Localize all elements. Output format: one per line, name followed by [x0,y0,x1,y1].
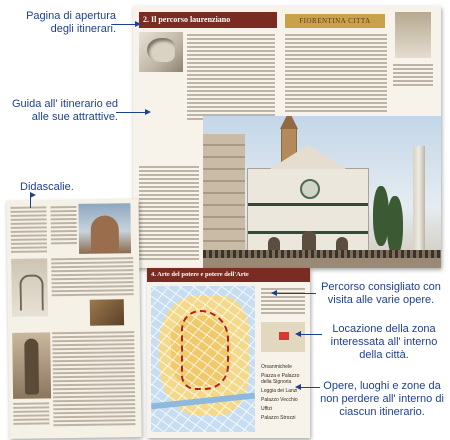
caption-text-block [13,402,49,427]
statue-photo [12,332,51,399]
leader-line [300,387,320,388]
callout-route: Percorso consigliato con visita alle varie opere. [321,281,441,306]
map-chapter-title: 4. Arte del potere e potere dell'Arte [147,268,310,282]
leader-line [116,112,146,113]
rotunda-photo [78,203,131,254]
leader-line [276,293,316,294]
sight-item: Orsanmichele [261,364,292,370]
map-legend [261,286,305,432]
building-facade [203,134,245,268]
church-facade [247,168,369,262]
body-text-block [139,166,199,262]
sight-item: Palazzo Strozzi [261,415,296,421]
leader-line [300,334,322,335]
callout-opening-page: Pagina di apertura degli itinerari. [26,10,116,35]
sight-item: Uffizi [261,406,273,412]
leader-line [30,196,31,208]
body-text-block [51,257,134,298]
opening-spread [133,6,441,268]
title-banner: FIORENTINA CITTA [285,14,385,28]
body-text-block [285,34,387,114]
location-mini-map [261,322,305,352]
sight-item: Loggia dei Lanzi [261,388,298,394]
suggested-route [181,310,229,390]
chapter-title: 2. Il percorso laurenziano [139,12,277,28]
tree [387,196,403,256]
caption-text-block [393,64,433,88]
captions-page [6,199,141,439]
rose-window [300,179,320,199]
sights-list [261,364,305,424]
obelisk [413,146,425,261]
sight-item: Piazza e Palazzo della Signoria [261,373,300,385]
sight-item: Palazzo Vecchio [261,397,298,403]
callout-location: Locazione della zona interessata all' interno della città. [330,323,438,361]
body-text-block [187,34,275,122]
sculpture-photo [139,32,183,72]
arch-photo [11,258,48,316]
callout-sights: Opere, luoghi e zone da non perdere all' interno di ciascun itinerario. [320,380,444,418]
callout-guide: Guida all' itinerario ed alle sue attrattive. [11,98,118,123]
relief-photo [90,299,124,325]
callout-captions: Didascalie. [20,181,74,193]
caption-text-block [10,206,47,254]
small-photo [395,12,431,58]
body-text-block [52,331,135,428]
crowd [203,250,441,258]
caption-text-block [50,206,77,246]
leader-line [112,24,136,25]
santa-maria-novella-photo [203,116,441,268]
route-map [151,286,255,432]
